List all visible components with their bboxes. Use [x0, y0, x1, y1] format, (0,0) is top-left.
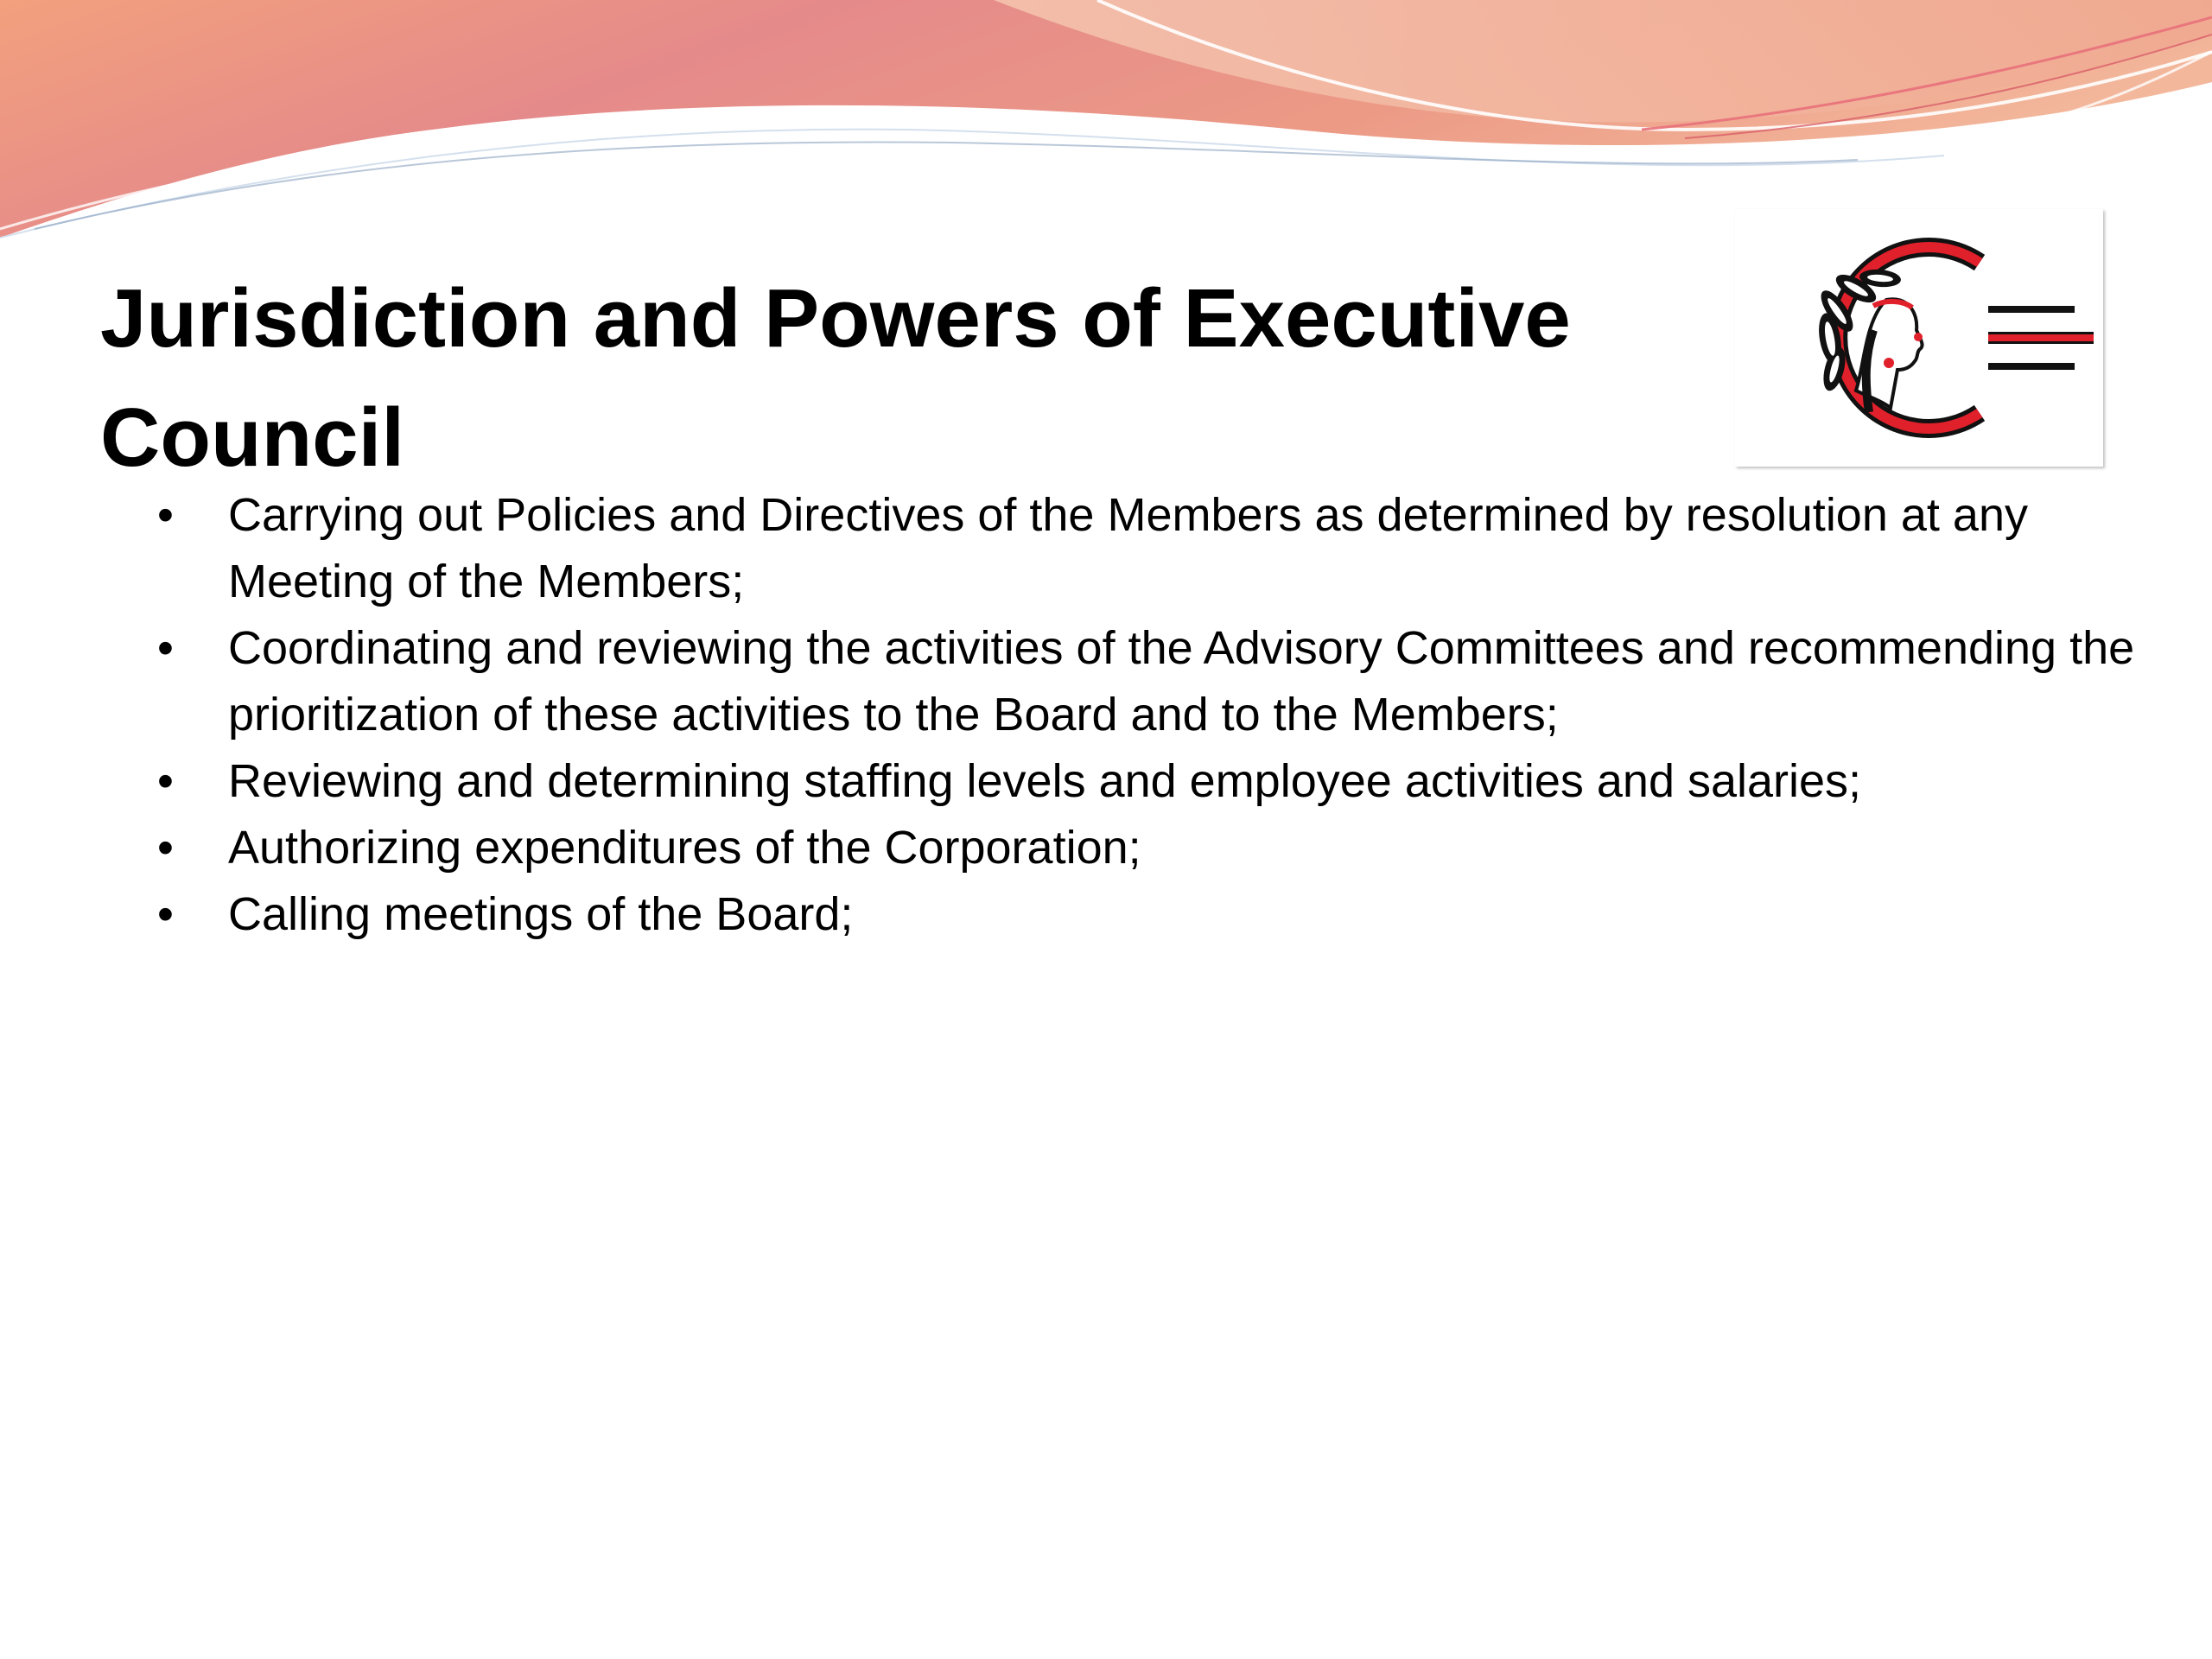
bullet-text: Carrying out Policies and Directives of the Members as determined by resolution at any Meeting of the Members;	[228, 489, 2028, 607]
bullet-icon: •	[157, 622, 174, 674]
bullet-icon: •	[157, 822, 174, 874]
list-item	[152, 482, 2139, 615]
list-item	[152, 615, 2139, 748]
bullet-text: Authorizing expenditures of the Corporation;	[228, 822, 1141, 874]
bullet-icon: •	[157, 755, 174, 807]
chief-headdress-circle-logo-icon	[1735, 209, 2103, 467]
slide-title: Jurisdiction and Powers of Executive Council	[100, 272, 1571, 484]
list-item	[152, 815, 2139, 881]
list-item	[152, 881, 2139, 948]
bullet-icon: •	[157, 888, 174, 940]
bullet-text: Reviewing and determining staffing levels and employee activities and salaries;	[228, 755, 1862, 807]
bullet-text: Calling meetings of the Board;	[228, 888, 854, 940]
bullet-list	[152, 482, 2139, 948]
list-item	[152, 748, 2139, 815]
bullet-text: Coordinating and reviewing the activities of the Advisory Committees and recommending the prioritization of these activities to the Board and to the Members;	[228, 622, 2135, 741]
bullet-icon: •	[157, 489, 174, 541]
organization-logo	[1735, 209, 2103, 467]
